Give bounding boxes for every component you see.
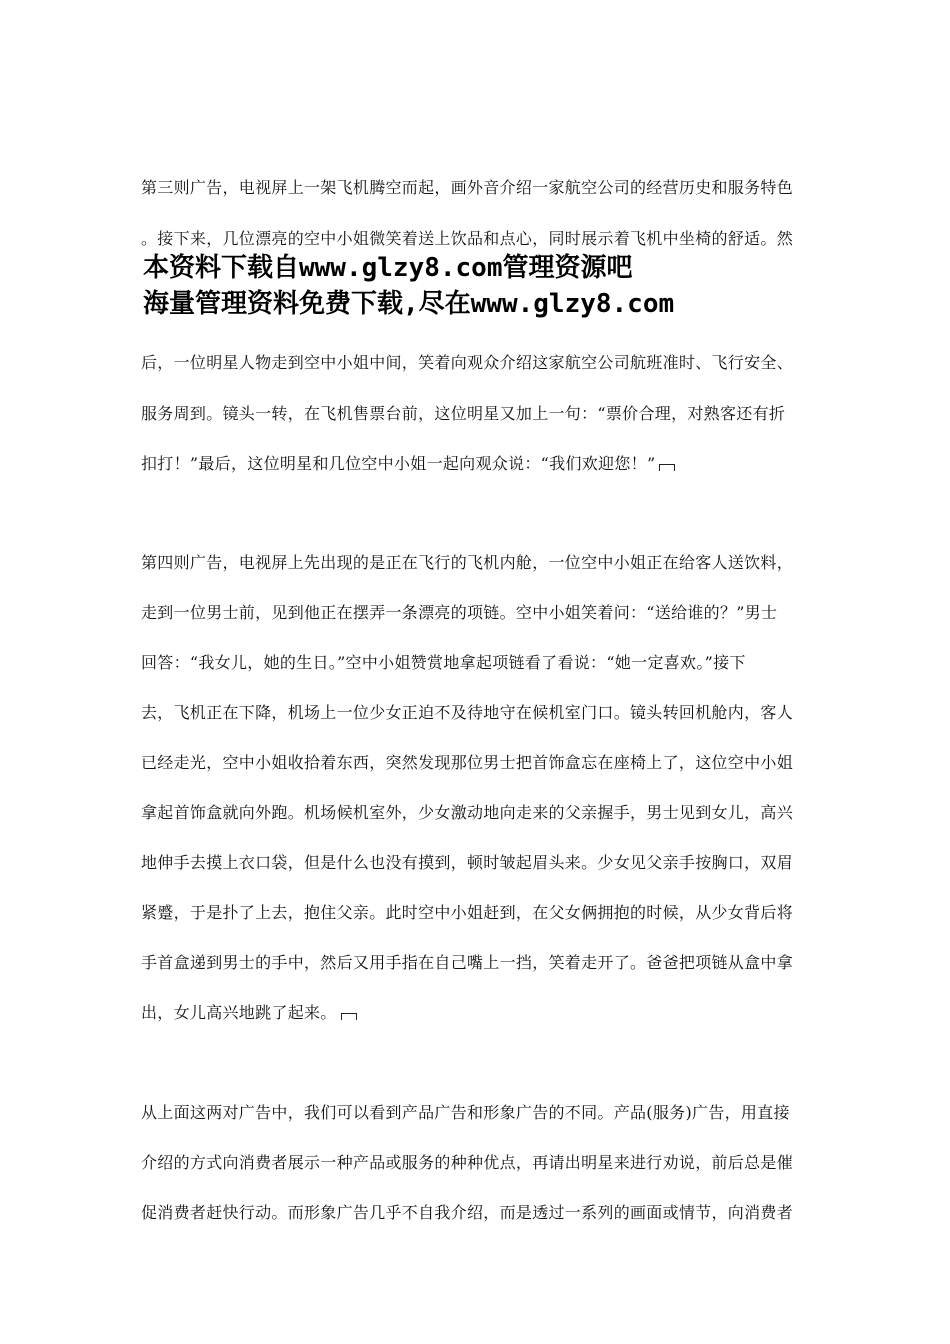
text-line: 第四则广告，电视屏上先出现的是正在飞行的飞机内舱，一位空中小姐正在给客人送饮料， (141, 553, 794, 572)
text-line-content: 出，女儿高兴地跳了起来。 (141, 1003, 337, 1022)
text-line: 走到一位男士前，见到他正在摆弄一条漂亮的项链。空中小姐笑着问：“送给谁的？”男士 (141, 603, 778, 622)
text-line: 紧蹙，于是扑了上去，抱住父亲。此时空中小姐赶到，在父女俩拥抱的时候，从少女背后将 (141, 903, 794, 922)
text-line: 服务周到。镜头一转，在飞机售票台前，这位明星又加上一句：“票价合理，对熟客还有折 (141, 404, 786, 423)
text-line: 地伸手去摸上衣口袋，但是什么也没有摸到，顿时皱起眉头来。少女见父亲手按胸口，双眉 (141, 853, 794, 872)
text-line: 手首盒递到男士的手中，然后又用手指在自己嘴上一挡，笑着走开了。爸爸把项链从盒中拿 (141, 953, 794, 972)
text-line-content: 扣打！”最后，这位明星和几位空中小姐一起向观众说：“我们欢迎您！” (141, 454, 656, 473)
watermark-line: 海量管理资料免费下载,尽在www.glzy8.com (143, 289, 675, 319)
text-line: 已经走光，空中小姐收拾着东西，突然发现那位男士把首饰盒忘在座椅上了，这位空中小姐 (141, 753, 794, 772)
paragraph-mark-icon (659, 464, 675, 471)
text-line (141, 1003, 357, 1023)
text-line: 介绍的方式向消费者展示一种产品或服务的种种优点，再请出明星来进行劝说，前后总是催 (141, 1153, 794, 1172)
text-line: 第三则广告，电视屏上一架飞机腾空而起，画外音介绍一家航空公司的经营历史和服务特色 (141, 178, 794, 197)
text-line: 促消费者赶快行动。而形象广告几乎不自我介绍，而是透过一系列的画面或情节，向消费者 (141, 1203, 794, 1222)
paragraph-mark-icon (341, 1013, 357, 1020)
text-line: 拿起首饰盒就向外跑。机场候机室外，少女激动地向走来的父亲握手，男士见到女儿，高兴 (141, 803, 794, 822)
text-line: 。接下来，几位漂亮的空中小姐微笑着送上饮品和点心，同时展示着飞机中坐椅的舒适。然 (141, 229, 794, 248)
text-line: 后，一位明星人物走到空中小姐中间，笑着向观众介绍这家航空公司航班准时、飞行安全、 (141, 353, 794, 372)
text-line: 从上面这两对广告中，我们可以看到产品广告和形象广告的不同。产品(服务)广告，用直接 (141, 1103, 790, 1122)
watermark-line: 本资料下载自www.glzy8.com管理资源吧 (143, 253, 633, 283)
text-line: 去，飞机正在下降，机场上一位少女正迫不及待地守在候机室门口。镜头转回机舱内，客人 (141, 703, 794, 722)
text-line: 回答：“我女儿，她的生日。”空中小姐赞赏地拿起项链看了看说：“她一定喜欢。”接下 (141, 653, 746, 672)
text-line (141, 454, 675, 474)
